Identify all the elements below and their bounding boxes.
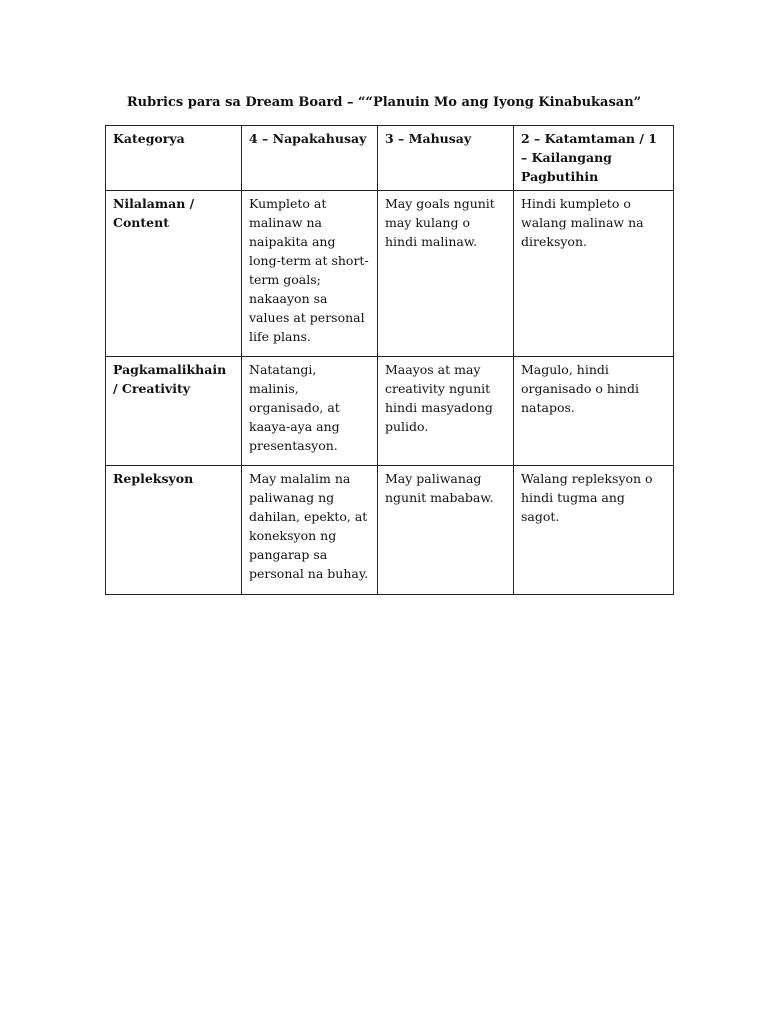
table-cell: Maayos at may creativity ngunit hindi masyadong pulido. bbox=[378, 357, 514, 466]
table-header-row bbox=[106, 126, 674, 191]
table-row bbox=[106, 191, 674, 357]
document-title: Rubrics para sa Dream Board – ““Planuin Mo ang Iyong Kinabukasan” bbox=[126, 95, 642, 110]
criterion-cell: Nilalaman / Content bbox=[106, 191, 242, 357]
table-cell: Hindi kumpleto o walang malinaw na direksyon. bbox=[514, 191, 674, 357]
table-cell: May malalim na paliwanag ng dahilan, epekto, at koneksyon ng pangarap sa personal na buhay. bbox=[242, 466, 378, 595]
rubric-table bbox=[105, 125, 674, 595]
column-header-kategorya: Kategorya bbox=[106, 126, 242, 191]
table-cell: May paliwanag ngunit mababaw. bbox=[378, 466, 514, 595]
table-row bbox=[106, 466, 674, 595]
column-header-napakahusay: 4 – Napakahusay bbox=[242, 126, 378, 191]
table-cell: Kumpleto at malinaw na naipakita ang long-term at short-term goals; nakaayon sa values at personal life plans. bbox=[242, 191, 378, 357]
table-cell: Walang repleksyon o hindi tugma ang sagot. bbox=[514, 466, 674, 595]
column-header-mahusay: 3 – Mahusay bbox=[378, 126, 514, 191]
column-header-katamtaman: 2 – Katamtaman / 1 – Kailangang Pagbutihin bbox=[514, 126, 674, 191]
criterion-cell: Repleksyon bbox=[106, 466, 242, 595]
table-row bbox=[106, 357, 674, 466]
criterion-cell: Pagkamalikhain / Creativity bbox=[106, 357, 242, 466]
table-cell: May goals ngunit may kulang o hindi malinaw. bbox=[378, 191, 514, 357]
table-cell: Magulo, hindi organisado o hindi natapos. bbox=[514, 357, 674, 466]
table-cell: Natatangi, malinis, organisado, at kaaya-aya ang presentasyon. bbox=[242, 357, 378, 466]
